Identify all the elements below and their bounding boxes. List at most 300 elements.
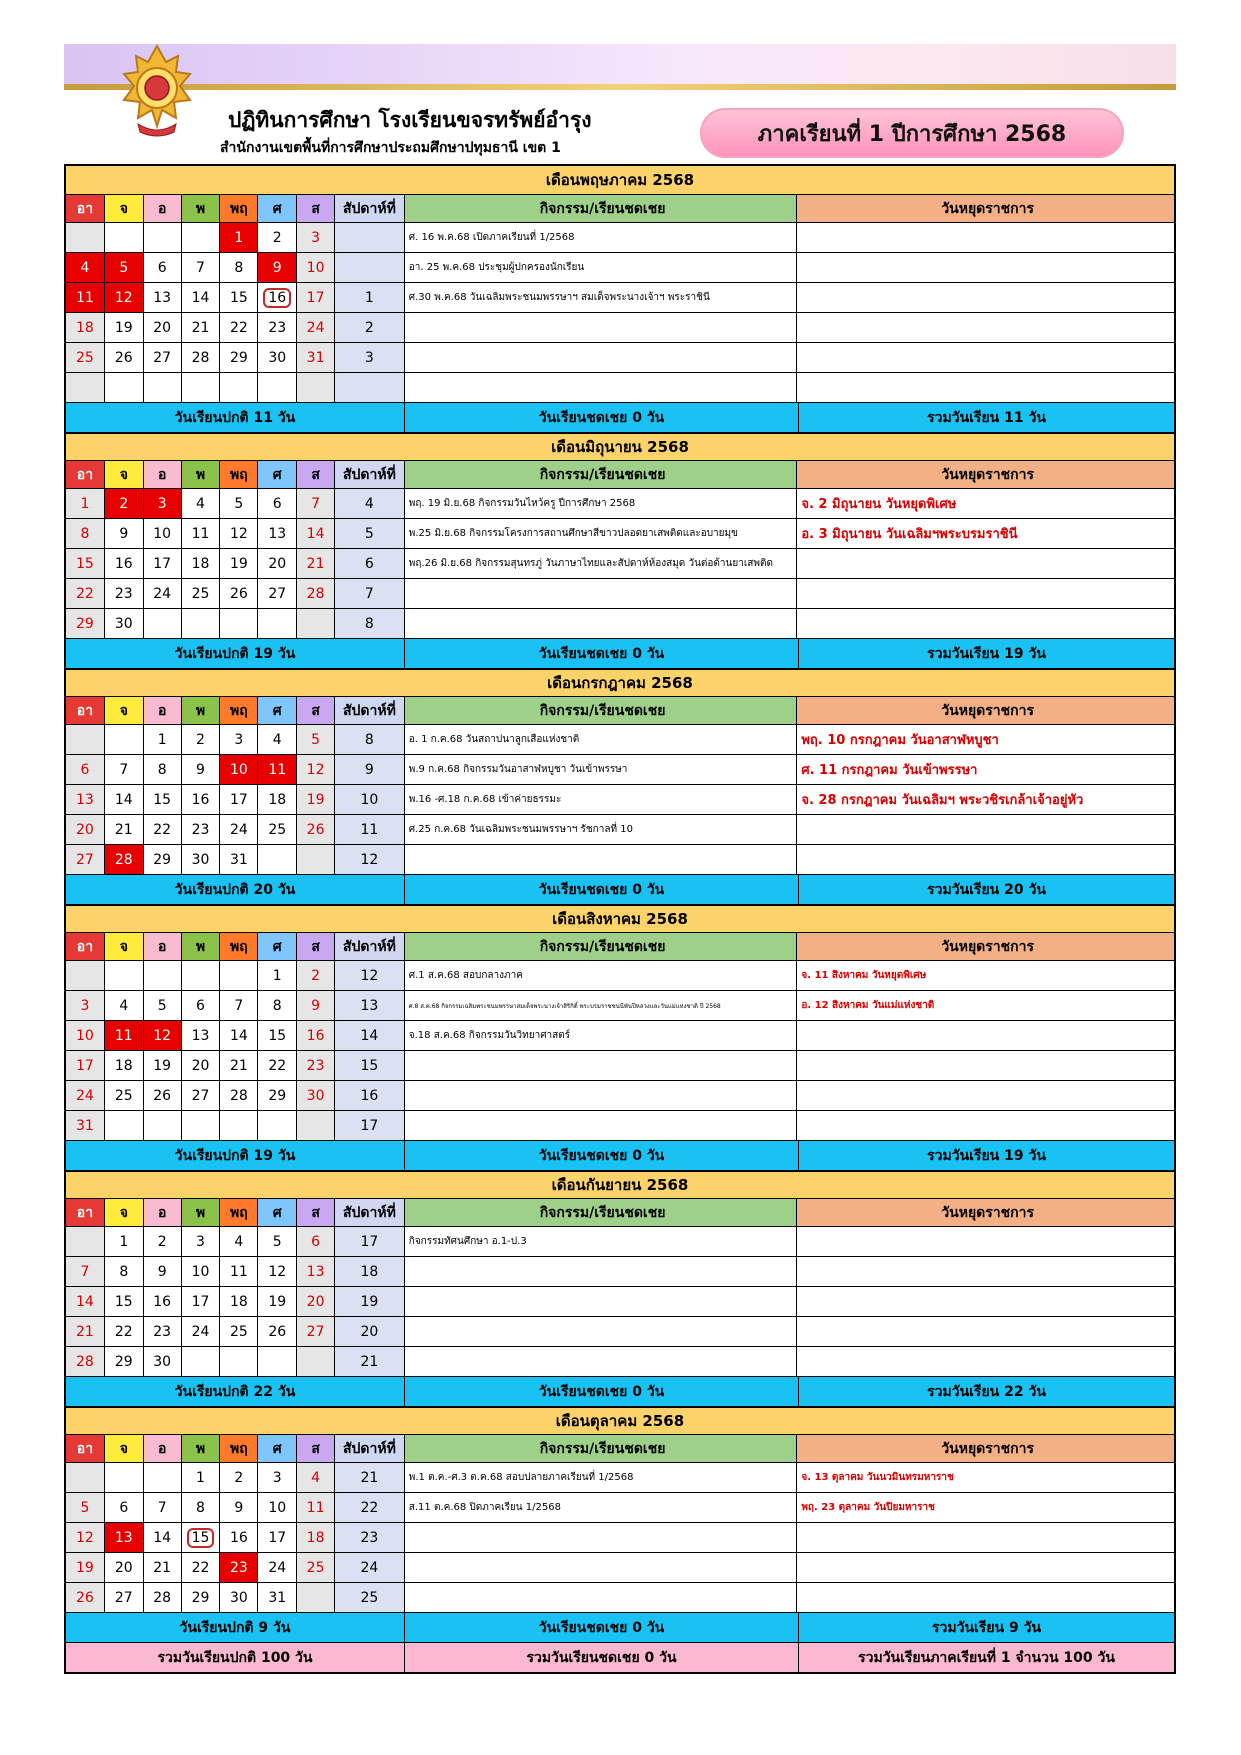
day-cell: 21 (144, 1553, 182, 1582)
day-cell: 19 (258, 1287, 297, 1316)
term-badge: ภาคเรียนที่ 1 ปีการศึกษา 2568 (700, 108, 1124, 158)
day-cell: 26 (220, 579, 258, 608)
day-cell: 17 (144, 549, 182, 578)
day-cell: 23 (220, 1553, 258, 1582)
activity-cell (405, 373, 798, 402)
week-number: 22 (335, 1493, 405, 1522)
day-cell: 31 (258, 1583, 297, 1612)
weekday-header: ส (297, 1199, 335, 1226)
weekday-header: พ (182, 195, 221, 222)
week-number: 23 (335, 1523, 405, 1552)
week-row (66, 578, 1174, 608)
week-number-header: สัปดาห์ที่ (335, 195, 405, 222)
activity-cell: พฤ.26 มิ.ย.68 กิจกรรมสุนทรภู่ วันภาษาไทยและสัปดาห์ห้องสมุด วันต่อต้านยาเสพติด (405, 549, 798, 578)
activity-cell: ศ.8 ส.ค.68 กิจกรรมเฉลิมพระชนมพรรษาสมเด็จพระนางเจ้าสิริกิติ์ พระบรมราชชนนีพันปีหลวงและวันแม่แห่งชาติ ปี 2568 (405, 991, 798, 1020)
day-cell (258, 609, 297, 638)
day-cell: 24 (144, 579, 182, 608)
weekday-header-row (66, 194, 1174, 222)
week-number-header: สัปดาห์ที่ (335, 461, 405, 488)
holiday-cell (797, 1287, 1174, 1316)
day-cell: 4 (220, 1227, 258, 1256)
holiday-cell (797, 223, 1174, 252)
day-cell: 22 (258, 1051, 297, 1080)
day-cell: 21 (220, 1051, 258, 1080)
regular-days: วันเรียนปกติ 19 วัน (66, 1141, 405, 1170)
month-block (66, 904, 1174, 1170)
day-cell: 4 (66, 253, 105, 282)
day-cell: 29 (66, 609, 105, 638)
month-title: เดือนสิงหาคม 2568 (66, 904, 1174, 932)
day-cell: 25 (66, 343, 105, 372)
day-cell (66, 1227, 105, 1256)
activity-cell (405, 1081, 798, 1110)
day-cell (220, 1347, 258, 1376)
day-cell: 8 (105, 1257, 144, 1286)
week-number: 1 (335, 283, 405, 312)
day-cell: 10 (182, 1257, 221, 1286)
week-row (66, 222, 1174, 252)
day-cell: 10 (220, 755, 258, 784)
weekday-header: อ (144, 1435, 182, 1462)
day-cell: 18 (297, 1523, 335, 1552)
activity-cell (405, 313, 798, 342)
day-cell: 9 (105, 519, 144, 548)
weekday-header: พฤ (220, 461, 258, 488)
week-number: 10 (335, 785, 405, 814)
weekday-header: ส (297, 461, 335, 488)
day-cell: 9 (297, 991, 335, 1020)
week-row (66, 548, 1174, 578)
day-cell: 2 (220, 1463, 258, 1492)
week-number: 20 (335, 1317, 405, 1346)
day-cell (66, 373, 105, 402)
day-cell: 28 (182, 343, 221, 372)
day-cell: 12 (220, 519, 258, 548)
activity-cell: ส.11 ต.ค.68 ปิดภาคเรียน 1/2568 (405, 1493, 798, 1522)
week-row (66, 1492, 1174, 1522)
week-number: 17 (335, 1227, 405, 1256)
month-title: เดือนกรกฎาคม 2568 (66, 668, 1174, 696)
week-number: 8 (335, 725, 405, 754)
day-cell: 25 (220, 1317, 258, 1346)
month-block (66, 432, 1174, 668)
week-number: 3 (335, 343, 405, 372)
day-cell: 2 (105, 489, 144, 518)
day-cell: 28 (297, 579, 335, 608)
day-cell: 15 (66, 549, 105, 578)
holiday-header: วันหยุดราชการ (797, 1199, 1174, 1226)
day-cell: 27 (144, 343, 182, 372)
holiday-cell (797, 1583, 1174, 1612)
grand-makeup-days: รวมวันเรียนชดเชย 0 วัน (405, 1643, 799, 1672)
day-cell: 3 (297, 223, 335, 252)
day-cell: 19 (220, 549, 258, 578)
day-cell: 11 (297, 1493, 335, 1522)
day-cell: 20 (105, 1553, 144, 1582)
makeup-days: วันเรียนชดเชย 0 วัน (405, 1141, 799, 1170)
activity-header: กิจกรรม/เรียนชดเชย (405, 697, 798, 724)
month-title: เดือนพฤษภาคม 2568 (66, 166, 1174, 194)
week-row (66, 1256, 1174, 1286)
academic-calendar (64, 164, 1176, 1674)
week-row (66, 784, 1174, 814)
holiday-cell (797, 1523, 1174, 1552)
day-cell: 18 (66, 313, 105, 342)
day-cell: 1 (105, 1227, 144, 1256)
day-cell: 7 (297, 489, 335, 518)
weekday-header: ส (297, 195, 335, 222)
day-cell: 31 (220, 845, 258, 874)
month-summary-row (66, 1140, 1174, 1170)
day-cell: 25 (182, 579, 221, 608)
day-cell: 17 (66, 1051, 105, 1080)
day-cell: 21 (182, 313, 221, 342)
day-cell: 25 (258, 815, 297, 844)
day-cell (258, 373, 297, 402)
weekday-header: พ (182, 697, 221, 724)
day-cell (105, 223, 144, 252)
week-number: 5 (335, 519, 405, 548)
regular-days: วันเรียนปกติ 20 วัน (66, 875, 405, 904)
month-summary-row (66, 402, 1174, 432)
day-cell: 8 (182, 1493, 221, 1522)
activity-cell: พฤ. 19 มิ.ย.68 กิจกรรมวันไหว้ครู ปีการศึกษา 2568 (405, 489, 798, 518)
day-cell (66, 725, 105, 754)
day-cell: 2 (182, 725, 221, 754)
holiday-header: วันหยุดราชการ (797, 1435, 1174, 1462)
weekday-header: พฤ (220, 933, 258, 960)
week-number: 17 (335, 1111, 405, 1140)
holiday-header: วันหยุดราชการ (797, 697, 1174, 724)
week-number: 19 (335, 1287, 405, 1316)
month-title: เดือนมิถุนายน 2568 (66, 432, 1174, 460)
day-cell: 14 (297, 519, 335, 548)
day-cell: 18 (258, 785, 297, 814)
activity-cell: พ.25 มิ.ย.68 กิจกรรมโครงการสถานศึกษาสีขาวปลอดยาเสพติดและอบายมุข (405, 519, 798, 548)
activity-cell: พ.9 ก.ค.68 กิจกรรมวันอาสาฬหบูชา วันเข้าพรรษา (405, 755, 798, 784)
day-cell: 26 (297, 815, 335, 844)
holiday-cell (797, 1553, 1174, 1582)
weekday-header-row (66, 460, 1174, 488)
holiday-cell: จ. 13 ตุลาคม วันนวมินทรมหาราช (801, 1472, 954, 1483)
weekday-header: ศ (258, 1199, 297, 1226)
day-cell: 14 (105, 785, 144, 814)
day-cell: 30 (182, 845, 221, 874)
day-cell (66, 223, 105, 252)
day-cell (220, 961, 258, 990)
weekday-header: ศ (258, 195, 297, 222)
week-number: 24 (335, 1553, 405, 1582)
day-cell: 17 (258, 1523, 297, 1552)
weekday-header: จ (105, 1199, 144, 1226)
makeup-days: วันเรียนชดเชย 0 วัน (405, 1377, 799, 1406)
day-cell: 16 (182, 785, 221, 814)
day-cell (220, 609, 258, 638)
holiday-cell (797, 373, 1174, 402)
total-days: รวมวันเรียน 22 วัน (927, 1383, 1046, 1400)
day-cell: 20 (297, 1287, 335, 1316)
day-cell: 8 (258, 991, 297, 1020)
week-number: 9 (335, 755, 405, 784)
day-cell: 15 (105, 1287, 144, 1316)
activity-cell: อ. 1 ก.ค.68 วันสถาปนาลูกเสือแห่งชาติ (405, 725, 798, 754)
weekday-header: อา (66, 1199, 105, 1226)
activity-cell (405, 1553, 798, 1582)
week-number: 4 (335, 489, 405, 518)
makeup-days: วันเรียนชดเชย 0 วัน (405, 875, 799, 904)
day-cell: 12 (258, 1257, 297, 1286)
day-cell: 22 (66, 579, 105, 608)
weekday-header: พ (182, 1435, 221, 1462)
day-cell: 16 (144, 1287, 182, 1316)
holiday-cell (797, 343, 1174, 372)
day-cell: 13 (258, 519, 297, 548)
holiday-cell: จ. 2 มิถุนายน วันหยุดพิเศษ (801, 497, 957, 512)
holiday-cell (797, 283, 1174, 312)
week-row (66, 1522, 1174, 1552)
holiday-cell (797, 1227, 1174, 1256)
week-number (335, 373, 405, 402)
weekday-header: อ (144, 1199, 182, 1226)
holiday-cell: พฤ. 23 ตุลาคม วันปิยมหาราช (801, 1502, 935, 1513)
day-cell (297, 845, 335, 874)
week-number: 6 (335, 549, 405, 578)
weekday-header: จ (105, 697, 144, 724)
day-cell (105, 1111, 144, 1140)
day-cell (258, 283, 297, 312)
day-cell (66, 961, 105, 990)
weekday-header: ศ (258, 1435, 297, 1462)
holiday-cell (797, 1111, 1174, 1140)
day-cell: 12 (105, 283, 144, 312)
day-cell: 22 (105, 1317, 144, 1346)
week-row (66, 1226, 1174, 1256)
month-summary-row (66, 638, 1174, 668)
month-summary-row (66, 874, 1174, 904)
day-cell: 13 (105, 1523, 144, 1552)
day-cell: 17 (182, 1287, 221, 1316)
day-cell: 2 (258, 223, 297, 252)
weekday-header: ส (297, 1435, 335, 1462)
day-cell: 11 (105, 1021, 144, 1050)
week-row (66, 312, 1174, 342)
day-cell: 30 (297, 1081, 335, 1110)
activity-cell (405, 845, 798, 874)
day-cell (182, 1523, 221, 1552)
activity-cell: พ.1 ต.ค.-ศ.3 ต.ค.68 สอบปลายภาคเรียนที่ 1/2568 (405, 1463, 798, 1492)
day-cell: 22 (220, 313, 258, 342)
holiday-header: วันหยุดราชการ (797, 195, 1174, 222)
day-cell: 26 (66, 1583, 105, 1612)
weekday-header: พฤ (220, 1199, 258, 1226)
day-cell (297, 373, 335, 402)
month-block (66, 166, 1174, 432)
activity-cell: กิจกรรมทัศนศึกษา อ.1-ป.3 (405, 1227, 798, 1256)
holiday-cell: อ. 12 สิงหาคม วันแม่แห่งชาติ (801, 1000, 935, 1011)
day-cell: 22 (144, 815, 182, 844)
day-cell: 26 (144, 1081, 182, 1110)
day-cell: 28 (144, 1583, 182, 1612)
week-row (66, 724, 1174, 754)
day-cell: 19 (105, 313, 144, 342)
activity-cell (405, 579, 798, 608)
activity-header: กิจกรรม/เรียนชดเชย (405, 1199, 798, 1226)
day-cell: 27 (258, 579, 297, 608)
day-cell: 6 (297, 1227, 335, 1256)
day-cell: 12 (144, 1021, 182, 1050)
day-cell: 14 (144, 1523, 182, 1552)
makeup-days: วันเรียนชดเชย 0 วัน (405, 403, 799, 432)
day-cell: 20 (66, 815, 105, 844)
day-cell: 11 (220, 1257, 258, 1286)
holiday-cell (797, 845, 1174, 874)
day-cell: 30 (220, 1583, 258, 1612)
week-number: 8 (335, 609, 405, 638)
day-cell (144, 1111, 182, 1140)
month-block (66, 1170, 1174, 1406)
day-cell: 14 (220, 1021, 258, 1050)
week-row (66, 814, 1174, 844)
weekday-header: อา (66, 195, 105, 222)
day-cell (182, 609, 221, 638)
day-cell (144, 609, 182, 638)
day-cell: 28 (66, 1347, 105, 1376)
ministry-emblem-icon (118, 44, 196, 140)
month-summary-row (66, 1612, 1174, 1642)
day-cell: 1 (182, 1463, 221, 1492)
week-row (66, 1110, 1174, 1140)
activity-cell (405, 1257, 798, 1286)
week-row (66, 960, 1174, 990)
day-cell: 3 (66, 991, 105, 1020)
activity-cell: อา. 25 พ.ค.68 ประชุมผู้ปกครองนักเรียน (405, 253, 798, 282)
day-cell: 7 (105, 755, 144, 784)
day-cell: 17 (220, 785, 258, 814)
activity-cell (405, 1583, 798, 1612)
day-cell: 14 (66, 1287, 105, 1316)
day-cell: 23 (182, 815, 221, 844)
total-days: รวมวันเรียน 20 วัน (927, 881, 1046, 898)
makeup-days: วันเรียนชดเชย 0 วัน (405, 1613, 799, 1642)
total-days: รวมวันเรียน 19 วัน (927, 1147, 1046, 1164)
makeup-days: วันเรียนชดเชย 0 วัน (405, 639, 799, 668)
day-cell: 9 (144, 1257, 182, 1286)
activity-header: กิจกรรม/เรียนชดเชย (405, 195, 798, 222)
weekday-header-row (66, 1434, 1174, 1462)
holiday-header: วันหยุดราชการ (797, 933, 1174, 960)
day-cell: 13 (144, 283, 182, 312)
day-cell: 11 (258, 755, 297, 784)
weekday-header: อ (144, 195, 182, 222)
day-cell: 7 (66, 1257, 105, 1286)
holiday-cell: ศ. 11 กรกฎาคม วันเข้าพรรษา (801, 763, 978, 778)
day-cell: 31 (297, 343, 335, 372)
day-cell: 10 (144, 519, 182, 548)
day-cell: 8 (220, 253, 258, 282)
weekday-header: พ (182, 933, 221, 960)
month-block (66, 668, 1174, 904)
day-cell: 1 (220, 223, 258, 252)
day-cell: 24 (258, 1553, 297, 1582)
day-cell: 13 (182, 1021, 221, 1050)
holiday-cell (797, 1081, 1174, 1110)
week-number-header: สัปดาห์ที่ (335, 1199, 405, 1226)
day-cell: 29 (258, 1081, 297, 1110)
month-title: เดือนกันยายน 2568 (66, 1170, 1174, 1198)
month-block (66, 1406, 1174, 1642)
week-row (66, 754, 1174, 784)
day-cell: 8 (66, 519, 105, 548)
day-cell: 15 (220, 283, 258, 312)
week-row (66, 844, 1174, 874)
week-row (66, 1346, 1174, 1376)
banner-stripe (64, 84, 1176, 90)
weekday-header: ส (297, 697, 335, 724)
regular-days: วันเรียนปกติ 22 วัน (66, 1377, 405, 1406)
activity-header: กิจกรรม/เรียนชดเชย (405, 933, 798, 960)
total-days: รวมวันเรียน 19 วัน (927, 645, 1046, 662)
day-cell: 6 (258, 489, 297, 518)
grand-regular-days: รวมวันเรียนปกติ 100 วัน (66, 1643, 405, 1672)
week-number (335, 223, 405, 252)
weekday-header-row (66, 932, 1174, 960)
day-cell: 23 (297, 1051, 335, 1080)
top-banner (64, 44, 1176, 88)
week-row (66, 1582, 1174, 1612)
weekday-header: ศ (258, 933, 297, 960)
day-cell: 1 (66, 489, 105, 518)
holiday-header: วันหยุดราชการ (797, 461, 1174, 488)
weekday-header: อ (144, 933, 182, 960)
week-number: 11 (335, 815, 405, 844)
total-days: รวมวันเรียน 9 วัน (931, 1619, 1042, 1636)
day-cell: 13 (297, 1257, 335, 1286)
weekday-header: จ (105, 1435, 144, 1462)
day-cell: 3 (182, 1227, 221, 1256)
page-subtitle: สำนักงานเขตพื้นที่การศึกษาประถมศึกษาปทุมธานี เขต 1 (220, 140, 561, 156)
day-cell: 7 (220, 991, 258, 1020)
day-cell (144, 373, 182, 402)
week-number: 2 (335, 313, 405, 342)
weekday-header-row (66, 1198, 1174, 1226)
day-cell (297, 609, 335, 638)
day-cell: 9 (220, 1493, 258, 1522)
day-cell: 6 (66, 755, 105, 784)
week-row (66, 1462, 1174, 1492)
day-cell: 7 (144, 1493, 182, 1522)
day-cell: 27 (182, 1081, 221, 1110)
week-row (66, 1286, 1174, 1316)
day-cell: 5 (258, 1227, 297, 1256)
holiday-cell (797, 1051, 1174, 1080)
activity-cell (405, 609, 798, 638)
day-cell (220, 1111, 258, 1140)
week-number: 21 (335, 1347, 405, 1376)
activity-header: กิจกรรม/เรียนชดเชย (405, 1435, 798, 1462)
weekday-header: จ (105, 933, 144, 960)
weekday-header: อา (66, 933, 105, 960)
weekday-header: อ (144, 697, 182, 724)
day-cell: 5 (220, 489, 258, 518)
day-cell: 18 (105, 1051, 144, 1080)
activity-cell: จ.18 ส.ค.68 กิจกรรมวันวิทยาศาสตร์ (405, 1021, 798, 1050)
day-cell (144, 1463, 182, 1492)
day-cell (105, 725, 144, 754)
day-cell: 24 (297, 313, 335, 342)
week-row (66, 282, 1174, 312)
day-cell: 2 (297, 961, 335, 990)
day-cell: 6 (182, 991, 221, 1020)
